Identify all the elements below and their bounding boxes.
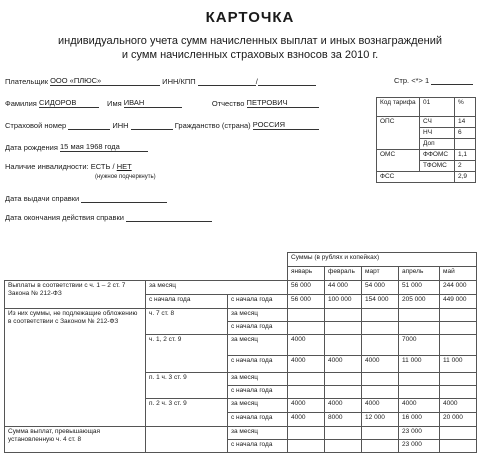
sub-item: п. 1 ч. 3 ст. 9 — [146, 373, 228, 399]
value-cell — [440, 335, 477, 356]
period-cell: за месяц — [146, 281, 288, 295]
month-header: май — [440, 267, 477, 281]
period-cell: с начала года — [228, 413, 288, 427]
disability-label: Наличие инвалидности: — [5, 162, 89, 171]
period-cell: с начала года — [146, 295, 228, 309]
value-cell: 11 000 — [399, 356, 440, 373]
disability-no[interactable]: НЕТ — [116, 162, 132, 171]
main-table — [4, 252, 477, 453]
value-cell — [325, 386, 362, 399]
period-cell: за месяц — [228, 335, 288, 356]
tariff-code-text: Код тарифа — [380, 99, 416, 106]
payer-label: Плательщик — [5, 77, 48, 86]
value-cell: 11 000 — [440, 356, 477, 373]
table-row — [5, 427, 477, 440]
value-cell — [362, 373, 399, 386]
sub-item-blank — [146, 427, 228, 453]
value-cell — [399, 386, 440, 399]
payer-value: ООО «ПЛЮС» — [50, 76, 102, 85]
tariff-sub: ТФОМС — [420, 161, 455, 172]
tariff-row — [377, 117, 476, 128]
value-cell — [440, 373, 477, 386]
citizenship-value: РОССИЯ — [252, 120, 286, 129]
month-header: январь — [288, 267, 325, 281]
page-label: Стр. <*> 1 — [394, 76, 430, 85]
excess-label: Сумма выплат, превышающая установленную ч. 4 ст. 8 — [5, 427, 146, 453]
citizenship-label: Гражданство (страна) — [174, 121, 251, 130]
patronymic-value: ПЕТРОВИЧ — [246, 98, 288, 107]
insurance-row — [5, 120, 319, 130]
value-cell — [288, 373, 325, 386]
sub-item: ч. 1, 2 ст. 9 — [146, 335, 228, 373]
tariff-row — [377, 98, 476, 117]
value-cell — [362, 427, 399, 440]
value-cell — [325, 322, 362, 335]
value-cell: 4000 — [288, 356, 325, 373]
value-cell: 56 000 — [288, 281, 325, 295]
value-cell: 56 000 — [288, 295, 325, 309]
value-cell: 4000 — [325, 356, 362, 373]
disability-row — [5, 162, 132, 171]
tariff-sub: НЧ — [420, 128, 455, 139]
value-cell: 51 000 — [399, 281, 440, 295]
tariff-rate: 6 — [455, 128, 476, 139]
sub-item: п. 2 ч. 3 ст. 9 — [146, 399, 228, 427]
name-field[interactable] — [124, 98, 182, 108]
month-header: апрель — [399, 267, 440, 281]
inn-kpp-separator: / — [255, 77, 258, 86]
tariff-oms: ОМС — [377, 150, 420, 172]
month-header: март — [362, 267, 399, 281]
period-cell: с начала года — [228, 322, 288, 335]
period-cell: за месяц — [228, 373, 288, 386]
value-cell: 4000 — [440, 399, 477, 413]
tariff-sub: СЧ — [420, 117, 455, 128]
issue-field[interactable] — [81, 194, 167, 203]
name-value: ИВАН — [123, 98, 145, 107]
end-field[interactable] — [126, 213, 212, 222]
page-number-row — [394, 76, 473, 85]
value-cell — [440, 322, 477, 335]
surname-field[interactable] — [39, 98, 99, 108]
payer-field[interactable] — [50, 76, 160, 86]
page-number-field[interactable] — [431, 76, 473, 85]
disability-separator: / — [112, 162, 115, 171]
value-cell — [325, 373, 362, 386]
sub-item: ч. 7 ст. 8 — [146, 309, 228, 335]
surname-value: СИДОРОВ — [38, 98, 77, 107]
value-cell: 154 000 — [362, 295, 399, 309]
value-cell — [362, 335, 399, 356]
inn-field[interactable] — [198, 77, 256, 86]
issue-row — [5, 194, 167, 203]
table-row — [5, 253, 477, 267]
tariff-row — [377, 150, 476, 161]
value-cell — [325, 309, 362, 322]
patronymic-label: Отчество — [211, 99, 245, 108]
surname-label: Фамилия — [5, 99, 37, 108]
citizenship-field[interactable] — [253, 120, 319, 130]
value-cell — [288, 427, 325, 440]
value-cell — [325, 335, 362, 356]
value-cell — [325, 427, 362, 440]
value-cell — [399, 322, 440, 335]
kpp-field[interactable] — [255, 77, 316, 86]
header-blank — [5, 253, 288, 281]
sums-header: Суммы (в рублях и копейках) — [288, 253, 477, 267]
tariff-ops: ОПС — [377, 117, 420, 150]
value-cell: 4000 — [399, 399, 440, 413]
tariff-rate: 1,1 — [455, 150, 476, 161]
value-cell: 4000 — [288, 413, 325, 427]
issue-label: Дата выдачи справки — [5, 194, 80, 203]
name-row — [5, 98, 319, 108]
inn-label: ИНН — [112, 121, 129, 130]
value-cell — [362, 322, 399, 335]
tariff-fss: ФСС — [377, 172, 455, 183]
value-cell — [362, 386, 399, 399]
period-cell: с начала года — [228, 440, 288, 453]
value-cell — [440, 309, 477, 322]
period-cell: с начала года — [228, 295, 288, 309]
patronymic-field[interactable] — [247, 98, 319, 108]
value-cell: 44 000 — [325, 281, 362, 295]
period-cell: за месяц — [228, 309, 288, 322]
payments-label: Выплаты в соответствии с ч. 1 – 2 ст. 7 Закона № 212-ФЗ — [5, 281, 146, 309]
tariff-rate: 2 — [455, 161, 476, 172]
value-cell — [288, 322, 325, 335]
value-cell: 4000 — [325, 399, 362, 413]
value-cell: 54 000 — [362, 281, 399, 295]
value-cell — [399, 373, 440, 386]
value-cell: 449 000 — [440, 295, 477, 309]
value-cell: 20 000 — [440, 413, 477, 427]
tariff-row — [377, 172, 476, 183]
tariff-sub: Доп — [420, 139, 455, 150]
tariff-rate — [455, 139, 476, 150]
value-cell — [440, 427, 477, 440]
value-cell: 4000 — [288, 399, 325, 413]
birth-value: 15 мая 1968 года — [60, 142, 120, 151]
value-cell — [288, 440, 325, 453]
tariff-rate: 2,9 — [455, 172, 476, 183]
value-cell: 4000 — [288, 335, 325, 356]
value-cell — [440, 440, 477, 453]
exempt-label: Из них суммы, не подлежащие обложению в соответствии с Законом № 212-ФЗ — [5, 309, 146, 427]
table-row — [5, 309, 477, 322]
value-cell: 4000 — [362, 356, 399, 373]
tariff-percent: % — [455, 98, 476, 117]
disability-yes[interactable]: ЕСТЬ — [90, 162, 111, 171]
value-cell: 7000 — [399, 335, 440, 356]
inn-kpp-label: ИНН/КПП — [162, 77, 196, 86]
value-cell — [288, 386, 325, 399]
value-cell: 205 000 — [399, 295, 440, 309]
value-cell: 23 000 — [399, 440, 440, 453]
end-label: Дата окончания действия справки — [5, 213, 124, 222]
value-cell — [440, 386, 477, 399]
period-cell: за месяц — [228, 399, 288, 413]
tariff-table — [376, 97, 476, 183]
birth-label: Дата рождения — [5, 143, 58, 152]
value-cell — [362, 440, 399, 453]
value-cell: 8000 — [325, 413, 362, 427]
inn-personal-field[interactable] — [131, 121, 173, 130]
value-cell: 23 000 — [399, 427, 440, 440]
name-label: Имя — [107, 99, 122, 108]
disability-note: (нужное подчеркнуть) — [95, 174, 156, 180]
subtitle-line-2: и сумм начисленных страховых взносов за 2010 г. — [121, 49, 379, 61]
insurance-label: Страховой номер — [5, 121, 67, 130]
tariff-code-label — [377, 98, 420, 117]
tariff-sub: ФФОМС — [420, 150, 455, 161]
value-cell — [325, 440, 362, 453]
value-cell: 12 000 — [362, 413, 399, 427]
table-row — [5, 281, 477, 295]
month-header: февраль — [325, 267, 362, 281]
subtitle-line-1: индивидуального учета сумм начисленных выплат и иных вознаграждений — [57, 35, 442, 47]
page-title: КАРТОЧКА — [205, 9, 295, 26]
value-cell — [399, 309, 440, 322]
payer-row — [5, 76, 316, 86]
value-cell: 4000 — [362, 399, 399, 413]
tariff-code-value: 01 — [420, 98, 455, 117]
period-cell: с начала года — [228, 356, 288, 373]
value-cell — [362, 309, 399, 322]
period-cell: с начала года — [228, 386, 288, 399]
value-cell: 244 000 — [440, 281, 477, 295]
value-cell: 100 000 — [325, 295, 362, 309]
tariff-rate: 14 — [455, 117, 476, 128]
birth-row — [5, 142, 148, 152]
insurance-field[interactable] — [68, 121, 110, 130]
period-cell: за месяц — [228, 427, 288, 440]
value-cell — [288, 309, 325, 322]
value-cell: 16 000 — [399, 413, 440, 427]
end-row — [5, 213, 212, 222]
birth-field[interactable] — [60, 142, 148, 152]
